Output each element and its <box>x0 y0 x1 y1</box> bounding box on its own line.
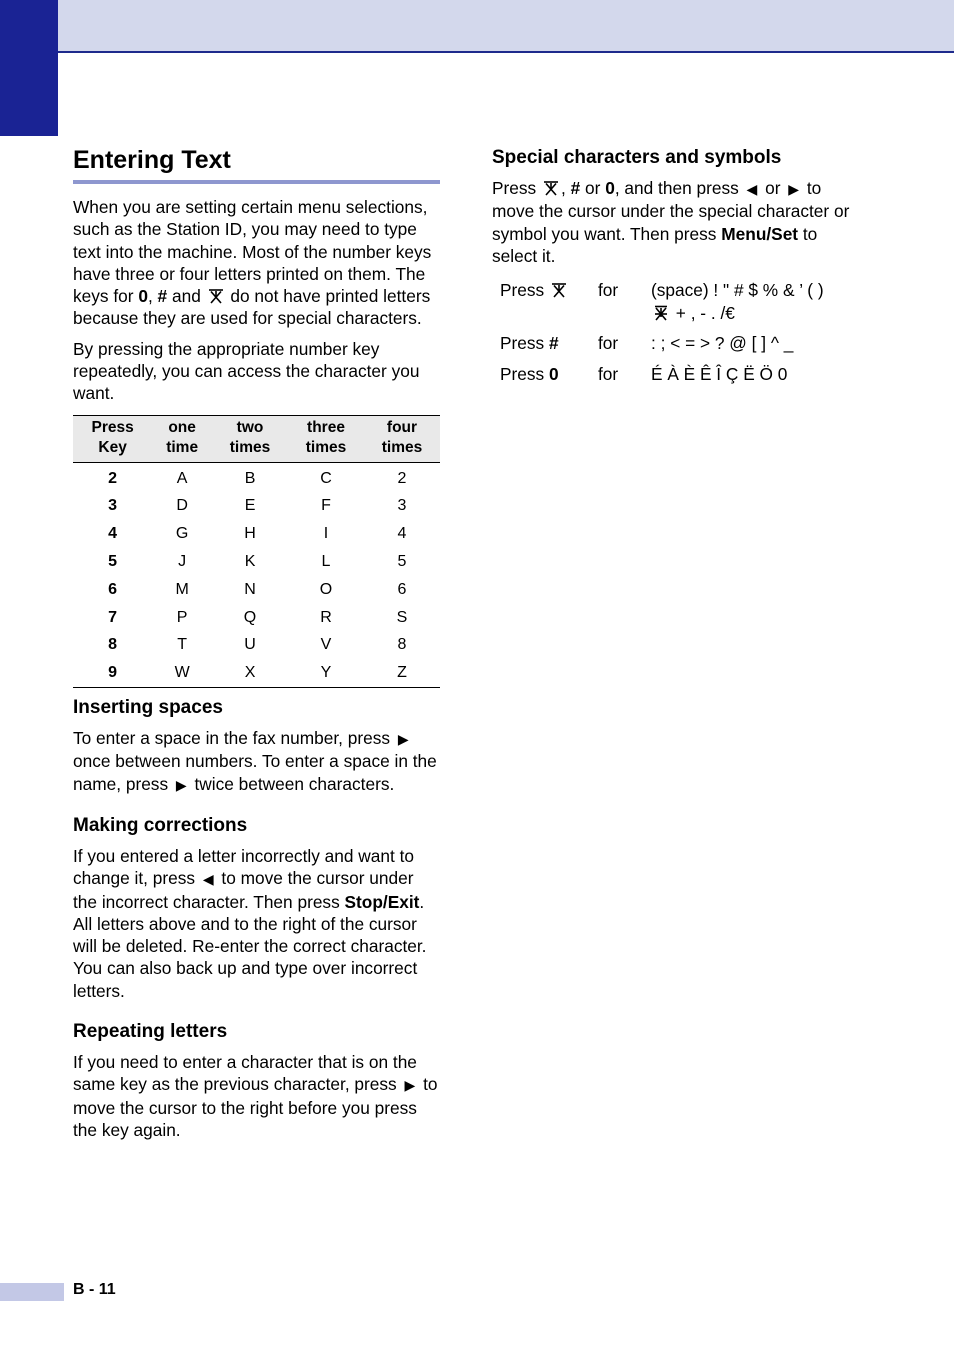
character-cell: 5 <box>397 553 407 571</box>
intro-text-a: When you are setting certain menu selections, such as the Station ID, you may need to type text into the machine. Most of the number keys have three or four letters printed on them. The keys for <box>73 197 432 307</box>
table-row <box>73 631 440 659</box>
column-header-line: Key <box>98 438 127 456</box>
special-characters-table <box>500 279 861 393</box>
character-cell: O <box>319 580 333 598</box>
column-header-line: two <box>236 418 264 436</box>
key-cell: 8 <box>108 636 118 654</box>
column-header-line: times <box>229 438 271 456</box>
character-cell: 3 <box>397 497 407 515</box>
character-cell: D <box>176 497 188 515</box>
character-cell: G <box>175 525 189 543</box>
column-header-line: time <box>166 438 199 456</box>
press-label: Press <box>500 280 545 301</box>
footer-bar <box>0 1283 64 1301</box>
column-header-line: three <box>307 418 345 436</box>
inserting-spaces-paragraph <box>73 727 440 796</box>
repeating-letters-paragraph <box>73 1051 440 1141</box>
key-0-label: 0 <box>605 178 615 198</box>
repeating-text-b: to move the cursor to the right before you press the key again. <box>73 1074 438 1140</box>
character-cell: C <box>320 469 332 487</box>
special-text-a: Press <box>492 178 541 198</box>
key-hash-label: # <box>570 178 581 198</box>
key-cell: 4 <box>108 525 118 543</box>
key-cell: 5 <box>108 553 118 571</box>
character-cell: R <box>320 608 332 626</box>
stop-exit-key-label: Stop/Exit <box>344 891 420 912</box>
press-label: Press <box>500 363 545 384</box>
key-character-table <box>73 415 440 688</box>
column-header <box>364 415 440 462</box>
inserting-spaces-text-a: To enter a space in the fax number, press <box>73 728 395 749</box>
right-arrow-icon: ▶ <box>175 776 187 793</box>
key-cell: 9 <box>108 664 118 682</box>
inserting-spaces-heading: Inserting spaces <box>73 697 223 719</box>
character-cell: F <box>321 497 331 515</box>
column-header <box>212 415 288 462</box>
table-row <box>73 659 440 687</box>
key-hash-label: # <box>549 333 559 354</box>
character-cell: S <box>396 608 408 626</box>
special-characters-heading: Special characters and symbols <box>492 147 782 168</box>
character-cell: N <box>244 580 256 598</box>
repeating-letters-heading: Repeating letters <box>73 1021 228 1043</box>
special-characters-paragraph <box>492 177 864 267</box>
column-header-line: Press <box>91 418 134 436</box>
for-label: for <box>598 333 619 354</box>
character-cell: 2 <box>397 469 407 487</box>
character-cell: B <box>244 469 256 487</box>
character-cell: I <box>323 525 329 543</box>
special-row-hash <box>500 332 861 363</box>
character-cell: 8 <box>397 636 407 654</box>
left-column <box>73 144 440 1149</box>
asterisk-key-icon <box>653 305 669 321</box>
left-arrow-icon: ◀ <box>202 871 214 888</box>
asterisk-key-icon <box>551 282 567 298</box>
table-row <box>73 604 440 632</box>
character-cell: 6 <box>397 580 407 598</box>
chapter-tab <box>0 0 58 136</box>
menu-set-key-label: Menu/Set <box>721 223 799 244</box>
special-row-zero <box>500 363 861 394</box>
column-header-line: times <box>305 438 347 456</box>
repeat-press-paragraph: By pressing the appropriate number key repeatedly, you can access the character you want. <box>73 338 420 404</box>
key-0-label: 0 <box>138 286 148 307</box>
table-row <box>73 576 440 604</box>
character-cell: K <box>244 553 256 571</box>
intro-text-b: do not have printed letters because they are used for special characters. <box>73 286 431 329</box>
character-cell: X <box>244 664 256 682</box>
right-column <box>492 146 864 393</box>
inserting-spaces-text-c: twice between characters. <box>189 773 395 794</box>
repeating-text-a: If you need to enter a character that is on the same key as the previous character, press <box>73 1052 417 1095</box>
asterisk-key-icon <box>543 180 559 196</box>
character-cell: A <box>176 469 188 487</box>
key-cell: 7 <box>108 608 118 626</box>
right-arrow-icon: ▶ <box>788 181 800 197</box>
press-label: Press <box>500 333 545 354</box>
for-label: for <box>598 363 619 384</box>
table-row <box>73 520 440 548</box>
table-row <box>73 548 440 576</box>
left-arrow-icon: ◀ <box>746 181 758 197</box>
character-cell: W <box>174 664 190 682</box>
column-header <box>288 415 364 462</box>
character-cell: H <box>244 525 256 543</box>
character-cell: J <box>178 553 187 571</box>
inserting-spaces-text-b: once between numbers. To enter a space in the name, press <box>73 751 437 794</box>
table-row <box>73 462 440 492</box>
page-number: B - 11 <box>73 1281 116 1298</box>
key-cell: 2 <box>108 469 118 487</box>
corrections-text-a: If you entered a letter incorrectly and want to change it, press <box>73 845 415 889</box>
character-cell: L <box>321 553 331 571</box>
special-text-d: to select it. <box>492 223 818 266</box>
column-header-line: one <box>168 418 196 436</box>
special-or-2: or <box>760 178 786 198</box>
special-or: or <box>580 178 606 198</box>
special-chars-hash: : ; < = > ? @ [ ] ^ _ <box>651 333 794 354</box>
key-hash-label: # <box>157 286 168 307</box>
corrections-text-b: to move the cursor under the incorrect character. Then press <box>73 868 414 912</box>
character-cell: V <box>320 636 332 654</box>
character-cell: T <box>177 636 188 654</box>
character-cell: Z <box>397 664 407 682</box>
special-text-b: , and then press <box>614 178 744 198</box>
header-band <box>0 0 954 53</box>
column-header <box>73 415 152 462</box>
column-header-line: four <box>386 418 418 436</box>
character-cell: E <box>244 497 256 515</box>
character-cell: 4 <box>397 525 407 543</box>
key-cell: 6 <box>108 580 118 598</box>
intro-and: and <box>167 286 206 307</box>
making-corrections-heading: Making corrections <box>73 814 248 836</box>
special-row-star <box>500 279 861 332</box>
asterisk-key-icon <box>208 288 224 304</box>
intro-paragraph <box>73 196 440 330</box>
key-cell: 3 <box>108 497 118 515</box>
intro-comma: , <box>147 286 158 307</box>
right-arrow-icon: ▶ <box>397 731 409 748</box>
right-arrow-icon: ▶ <box>404 1077 416 1094</box>
special-chars-star-line2: + , - . /€ <box>671 302 735 323</box>
character-cell: M <box>175 580 189 598</box>
character-cell: Y <box>320 664 332 682</box>
table-body <box>73 462 440 687</box>
column-header <box>152 415 212 462</box>
character-cell: U <box>244 636 256 654</box>
for-label: for <box>598 280 619 301</box>
column-header-line: times <box>381 438 423 456</box>
corrections-text-c: . All letters above and to the right of the cursor will be deleted. Re-enter the correct character. You can also back up and type over incorrect letters. <box>73 891 427 1001</box>
special-text-c: to move the cursor under the special character or symbol you want. Then press <box>492 178 850 244</box>
special-comma: , <box>560 178 571 198</box>
making-corrections-paragraph <box>73 845 440 1002</box>
key-0-label: 0 <box>549 363 559 384</box>
table-row <box>73 492 440 520</box>
special-chars-star-line1: (space) ! " # $ % & ’ ( ) <box>651 280 824 301</box>
character-cell: Q <box>243 608 257 626</box>
page-title: Entering Text <box>73 144 440 184</box>
character-cell: P <box>176 608 188 626</box>
special-chars-zero: É À È Ê Î Ç Ë Ö 0 <box>651 363 788 384</box>
table-header-row <box>73 415 440 462</box>
